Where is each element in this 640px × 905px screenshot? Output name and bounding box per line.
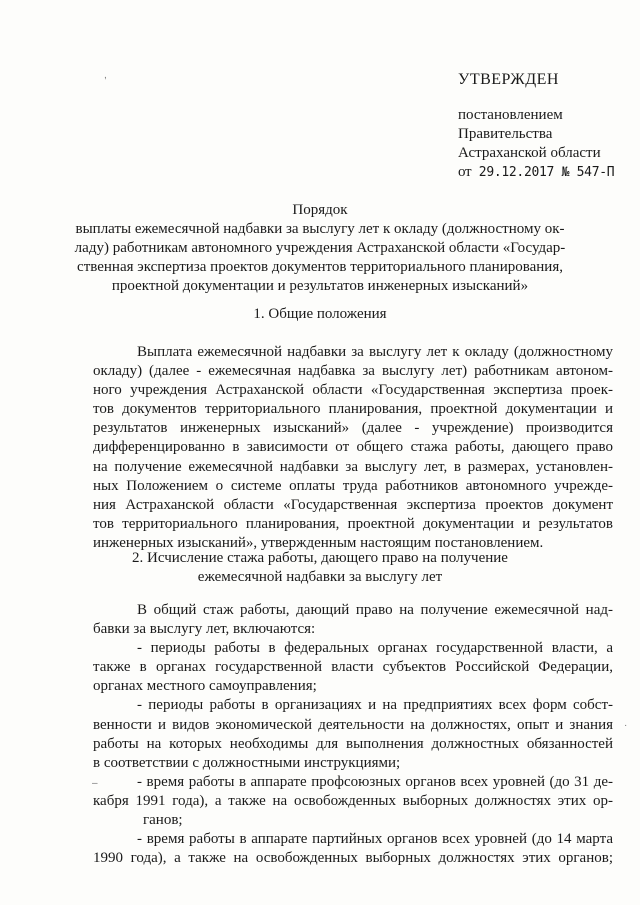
scan-mark: · bbox=[624, 720, 628, 731]
section-2-heading-line: ежемесячной надбавки за выслугу лет bbox=[197, 569, 443, 585]
approval-line: Правительства bbox=[458, 126, 553, 142]
approval-date-value: 29.12.2017 № 547-П bbox=[478, 165, 615, 180]
section-2-heading-line: 2. Исчисление стажа работы, дающего право на получение bbox=[132, 550, 508, 566]
paragraph-line: окладу) (далее - ежемесячная надбавка за выслугу лет) работникам автоном- bbox=[93, 363, 613, 380]
approval-date-label: от bbox=[458, 164, 472, 180]
paragraph-line: работы на которых необходимы для выполнения должностных обязанностей bbox=[93, 735, 613, 752]
paragraph-line: 1990 года), а также на освобожденных выборных должностях этих органов; bbox=[93, 850, 613, 867]
paragraph-line: тов документов территориального планирования, проектной документации и bbox=[93, 401, 613, 418]
paragraph-line: ганов; bbox=[143, 812, 183, 829]
section-2-paragraph bbox=[93, 601, 613, 868]
paragraph-line: Выплата ежемесячной надбавки за выслугу лет к окладу (должностному bbox=[137, 344, 613, 360]
paragraph-line: в соответствии с должностными инструкциями; bbox=[93, 754, 401, 771]
paragraph-line: дифференцированно в зависимости от общего стажа работы, дающего право bbox=[93, 439, 613, 456]
approval-title: УТВЕРЖДЕН bbox=[458, 71, 559, 88]
paragraph-line: на получение ежемесячной надбавки за выслугу лет, в размерах, установлен- bbox=[93, 458, 613, 475]
document-title: Порядок bbox=[292, 202, 348, 218]
paragraph-line: бавки за выслугу лет, включаются: bbox=[93, 621, 316, 638]
approval-stamp bbox=[458, 70, 614, 182]
paragraph-line: ния Астраханской области «Государственная экспертиза проектов документ bbox=[93, 496, 613, 513]
document-subtitle-line: ственная экспертиза проектов документов территориального планирования, bbox=[77, 259, 563, 275]
paragraph-line: кабря 1991 года), а также на освобожденных выборных должностях этих ор- bbox=[93, 792, 613, 809]
paragraph-line: инженерных изысканий», утвержденным настоящим постановлением. bbox=[93, 534, 544, 551]
section-1-paragraph bbox=[93, 343, 613, 553]
document-title-block bbox=[0, 201, 640, 296]
scan-mark: – bbox=[92, 778, 98, 789]
scan-mark: , bbox=[104, 70, 107, 81]
document-subtitle-line: ладу) работникам автономного учреждения Астраханской области «Государ- bbox=[74, 240, 566, 256]
paragraph-line: - время работы в аппарате партийных органов всех уровней (до 14 марта bbox=[137, 831, 613, 848]
paragraph-line: венности и видов экономической деятельности на должностях, опыт и знания bbox=[93, 716, 613, 733]
approval-line: постановлением bbox=[458, 107, 563, 123]
paragraph-line: тов территориального планирования, проектной документации и результатов bbox=[93, 515, 613, 532]
section-2-heading bbox=[0, 549, 640, 587]
section-1-heading: 1. Общие положения bbox=[253, 306, 387, 322]
document-subtitle-line: проектной документации и результатов инженерных изысканий» bbox=[111, 278, 529, 294]
paragraph-line: - время работы в аппарате профсоюзных органов всех уровней (до 31 де- bbox=[137, 773, 613, 790]
paragraph-line: ного учреждения Астраханской области «Государственная экспертиза проек- bbox=[93, 382, 613, 399]
approval-date bbox=[458, 163, 614, 182]
paragraph-line: также в органах государственной власти субъектов Российской Федерации, bbox=[93, 659, 613, 676]
paragraph-line: органах местного самоуправления; bbox=[93, 678, 317, 695]
paragraph-line: ных Положением о системе оплаты труда работников автономного учрежде- bbox=[93, 477, 613, 494]
paragraph-line: результатов инженерных изысканий» (далее - учреждение) производится bbox=[93, 420, 613, 437]
approval-line: Астраханской области bbox=[458, 145, 601, 161]
paragraph-line: - периоды работы в федеральных органах государственной власти, а bbox=[137, 640, 613, 657]
document-subtitle-line: выплаты ежемесячной надбавки за выслугу лет к окладу (должностному ок- bbox=[75, 221, 565, 237]
paragraph-line: В общий стаж работы, дающий право на получение ежемесячной над- bbox=[137, 602, 613, 618]
paragraph-line: - периоды работы в организациях и на предприятиях всех форм собст- bbox=[137, 697, 613, 714]
